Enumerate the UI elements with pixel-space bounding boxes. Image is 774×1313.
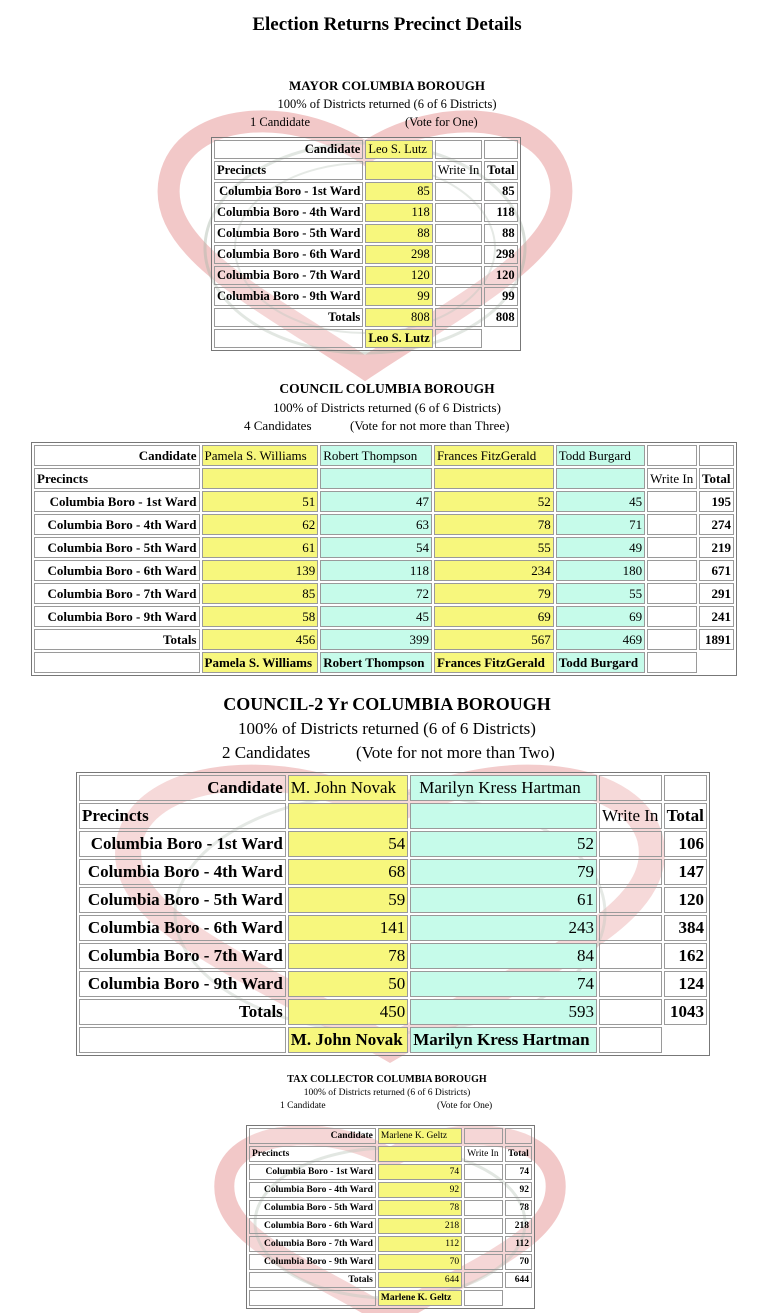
vote-count: 78 xyxy=(434,514,554,535)
vote-count: 85 xyxy=(365,182,432,201)
vote-count: 218 xyxy=(378,1218,462,1234)
vote-count: 50 xyxy=(288,971,408,997)
table-row xyxy=(34,491,734,512)
results-table xyxy=(246,1125,535,1309)
totals-row xyxy=(249,1272,532,1288)
candidate-name: Frances FitzGerald xyxy=(434,445,554,466)
contest-council-2yr xyxy=(0,694,774,767)
vote-count: 85 xyxy=(202,583,319,604)
total-header: Total xyxy=(664,803,707,829)
precinct-name: Columbia Boro - 6th Ward xyxy=(34,560,200,581)
row-total: 70 xyxy=(505,1254,532,1270)
candidate-total: 593 xyxy=(410,999,597,1025)
totals-row xyxy=(79,999,707,1025)
table-row xyxy=(214,287,518,306)
vote-count: 52 xyxy=(434,491,554,512)
vote-count: 54 xyxy=(288,831,408,857)
vote-count: 62 xyxy=(202,514,319,535)
vote-count: 68 xyxy=(288,859,408,885)
vote-count: 58 xyxy=(202,606,319,627)
vote-count: 51 xyxy=(202,491,319,512)
candidate-footer-name: Frances FitzGerald xyxy=(434,652,554,673)
write-in-header: Write In xyxy=(464,1146,503,1162)
precinct-name: Columbia Boro - 9th Ward xyxy=(34,606,200,627)
vote-count: 84 xyxy=(410,943,597,969)
table-row xyxy=(249,1218,532,1234)
table-row xyxy=(249,1254,532,1270)
table-row xyxy=(214,182,518,201)
candidate-count: 4 Candidates xyxy=(244,418,312,433)
vote-count: 69 xyxy=(434,606,554,627)
table-row xyxy=(79,887,707,913)
candidate-name: Pamela S. Williams xyxy=(202,445,319,466)
precinct-name: Columbia Boro - 6th Ward xyxy=(214,245,363,264)
candidate-footer-name: Todd Burgard xyxy=(556,652,645,673)
table-row xyxy=(249,1164,532,1180)
contest-tax-collector xyxy=(0,1074,774,1115)
precinct-name: Columbia Boro - 7th Ward xyxy=(214,266,363,285)
precinct-name: Columbia Boro - 1st Ward xyxy=(79,831,286,857)
precinct-name: Columbia Boro - 7th Ward xyxy=(79,943,286,969)
table-row xyxy=(249,1200,532,1216)
total-header: Total xyxy=(699,468,734,489)
table-row xyxy=(249,1182,532,1198)
vote-count: 79 xyxy=(410,859,597,885)
candidate-total: 399 xyxy=(320,629,432,650)
page-title: Election Returns Precinct Details xyxy=(252,14,522,35)
contest-title: TAX COLLECTOR COLUMBIA BOROUGH xyxy=(287,1074,487,1085)
table-row xyxy=(214,224,518,243)
vote-count: 54 xyxy=(320,537,432,558)
precincts-header: Precincts xyxy=(214,161,363,180)
precinct-name: Columbia Boro - 5th Ward xyxy=(34,537,200,558)
contest-title: MAYOR COLUMBIA BOROUGH xyxy=(289,78,485,93)
grand-total: 1043 xyxy=(664,999,707,1025)
row-total: 112 xyxy=(505,1236,532,1252)
row-total: 218 xyxy=(505,1218,532,1234)
totals-label: Totals xyxy=(79,999,286,1025)
vote-count: 70 xyxy=(378,1254,462,1270)
row-total: 291 xyxy=(699,583,734,604)
table-row xyxy=(214,266,518,285)
candidate-footer-name: Marlene K. Geltz xyxy=(378,1290,462,1306)
vote-count: 55 xyxy=(556,583,645,604)
precinct-name: Columbia Boro - 5th Ward xyxy=(249,1200,376,1216)
vote-for: (Vote for not more than Three) xyxy=(350,418,510,433)
candidate-header: Candidate xyxy=(214,140,363,159)
candidate-name: M. John Novak xyxy=(288,775,408,801)
candidate-count: 2 Candidates xyxy=(222,743,311,762)
precinct-name: Columbia Boro - 5th Ward xyxy=(214,224,363,243)
vote-count: 52 xyxy=(410,831,597,857)
districts-returned: 100% of Districts returned (6 of 6 Districts) xyxy=(303,1088,471,1098)
contest-title: COUNCIL-2 Yr COLUMBIA BOROUGH xyxy=(223,694,551,714)
precinct-name: Columbia Boro - 4th Ward xyxy=(79,859,286,885)
candidate-total: 644 xyxy=(378,1272,462,1288)
vote-count: 47 xyxy=(320,491,432,512)
table-row xyxy=(214,245,518,264)
totals-label: Totals xyxy=(249,1272,376,1288)
candidate-footer-name: Marilyn Kress Hartman xyxy=(410,1027,597,1053)
contest-title: COUNCIL COLUMBIA BOROUGH xyxy=(279,381,495,396)
precinct-name: Columbia Boro - 1st Ward xyxy=(214,182,363,201)
precinct-name: Columbia Boro - 9th Ward xyxy=(79,971,286,997)
grand-total: 1891 xyxy=(699,629,734,650)
row-total: 274 xyxy=(699,514,734,535)
table-row xyxy=(34,583,734,604)
row-total: 384 xyxy=(664,915,707,941)
precinct-name: Columbia Boro - 9th Ward xyxy=(214,287,363,306)
table-row xyxy=(79,831,707,857)
vote-count: 74 xyxy=(378,1164,462,1180)
vote-count: 92 xyxy=(378,1182,462,1198)
precinct-name: Columbia Boro - 7th Ward xyxy=(249,1236,376,1252)
precinct-name: Columbia Boro - 7th Ward xyxy=(34,583,200,604)
vote-count: 118 xyxy=(320,560,432,581)
districts-returned: 100% of Districts returned (6 of 6 Districts) xyxy=(277,97,497,111)
row-total: 124 xyxy=(664,971,707,997)
candidate-footer-name: Leo S. Lutz xyxy=(365,329,432,348)
vote-for: (Vote for not more than Two) xyxy=(356,743,555,762)
row-total: 118 xyxy=(484,203,517,222)
vote-count: 112 xyxy=(378,1236,462,1252)
candidate-footer-name: Robert Thompson xyxy=(320,652,432,673)
table-row xyxy=(79,943,707,969)
row-total: 147 xyxy=(664,859,707,885)
vote-count: 69 xyxy=(556,606,645,627)
table-row xyxy=(79,859,707,885)
table-row xyxy=(79,971,707,997)
precinct-name: Columbia Boro - 6th Ward xyxy=(79,915,286,941)
candidate-name: Leo S. Lutz xyxy=(365,140,432,159)
vote-count: 234 xyxy=(434,560,554,581)
districts-returned: 100% of Districts returned (6 of 6 Districts) xyxy=(273,400,501,415)
contest-council xyxy=(0,381,774,436)
districts-returned: 100% of Districts returned (6 of 6 Districts) xyxy=(238,719,536,738)
candidate-name: Robert Thompson xyxy=(320,445,432,466)
precincts-header: Precincts xyxy=(34,468,200,489)
row-total: 120 xyxy=(664,887,707,913)
candidate-name: Marilyn Kress Hartman xyxy=(410,775,597,801)
vote-count: 298 xyxy=(365,245,432,264)
vote-count: 63 xyxy=(320,514,432,535)
vote-count: 99 xyxy=(365,287,432,306)
totals-row xyxy=(214,308,518,327)
vote-count: 61 xyxy=(202,537,319,558)
candidate-name: Todd Burgard xyxy=(556,445,645,466)
totals-row xyxy=(34,629,734,650)
table-row xyxy=(214,203,518,222)
write-in-header: Write In xyxy=(599,803,662,829)
vote-count: 88 xyxy=(365,224,432,243)
totals-label: Totals xyxy=(214,308,363,327)
candidate-total: 450 xyxy=(288,999,408,1025)
table-row xyxy=(249,1236,532,1252)
write-in-header: Write In xyxy=(435,161,483,180)
precinct-name: Columbia Boro - 5th Ward xyxy=(79,887,286,913)
precinct-name: Columbia Boro - 4th Ward xyxy=(214,203,363,222)
candidate-header: Candidate xyxy=(249,1128,376,1144)
totals-label: Totals xyxy=(34,629,200,650)
results-table xyxy=(76,772,710,1056)
row-total: 99 xyxy=(484,287,517,306)
precinct-name: Columbia Boro - 1st Ward xyxy=(34,491,200,512)
write-in-header: Write In xyxy=(647,468,697,489)
row-total: 219 xyxy=(699,537,734,558)
candidate-header: Candidate xyxy=(79,775,286,801)
vote-count: 118 xyxy=(365,203,432,222)
vote-for: (Vote for One) xyxy=(405,115,478,129)
table-row xyxy=(34,560,734,581)
vote-count: 243 xyxy=(410,915,597,941)
vote-count: 49 xyxy=(556,537,645,558)
contest-mayor xyxy=(0,78,774,133)
total-header: Total xyxy=(505,1146,532,1162)
row-total: 241 xyxy=(699,606,734,627)
row-total: 298 xyxy=(484,245,517,264)
vote-count: 141 xyxy=(288,915,408,941)
vote-count: 45 xyxy=(556,491,645,512)
row-total: 88 xyxy=(484,224,517,243)
vote-count: 180 xyxy=(556,560,645,581)
candidate-header: Candidate xyxy=(34,445,200,466)
precinct-name: Columbia Boro - 4th Ward xyxy=(249,1182,376,1198)
grand-total: 644 xyxy=(505,1272,532,1288)
vote-count: 139 xyxy=(202,560,319,581)
table-row xyxy=(79,915,707,941)
precincts-header: Precincts xyxy=(249,1146,376,1162)
vote-count: 61 xyxy=(410,887,597,913)
vote-count: 78 xyxy=(288,943,408,969)
vote-count: 59 xyxy=(288,887,408,913)
precinct-name: Columbia Boro - 4th Ward xyxy=(34,514,200,535)
vote-count: 55 xyxy=(434,537,554,558)
table-row xyxy=(34,514,734,535)
row-total: 162 xyxy=(664,943,707,969)
grand-total: 808 xyxy=(484,308,517,327)
table-row xyxy=(34,537,734,558)
row-total: 74 xyxy=(505,1164,532,1180)
precinct-name: Columbia Boro - 6th Ward xyxy=(249,1218,376,1234)
precincts-header: Precincts xyxy=(79,803,286,829)
vote-count: 120 xyxy=(365,266,432,285)
row-total: 106 xyxy=(664,831,707,857)
vote-count: 74 xyxy=(410,971,597,997)
candidate-total: 456 xyxy=(202,629,319,650)
row-total: 671 xyxy=(699,560,734,581)
row-total: 92 xyxy=(505,1182,532,1198)
vote-count: 78 xyxy=(378,1200,462,1216)
candidate-footer-name: M. John Novak xyxy=(288,1027,408,1053)
candidate-total: 808 xyxy=(365,308,432,327)
precinct-name: Columbia Boro - 1st Ward xyxy=(249,1164,376,1180)
candidate-total: 469 xyxy=(556,629,645,650)
row-total: 195 xyxy=(699,491,734,512)
row-total: 85 xyxy=(484,182,517,201)
vote-count: 45 xyxy=(320,606,432,627)
candidate-count: 1 Candidate xyxy=(280,1101,326,1111)
vote-count: 79 xyxy=(434,583,554,604)
vote-for: (Vote for One) xyxy=(437,1101,493,1111)
total-header: Total xyxy=(484,161,517,180)
table-row xyxy=(34,606,734,627)
vote-count: 71 xyxy=(556,514,645,535)
row-total: 78 xyxy=(505,1200,532,1216)
results-table xyxy=(211,137,521,351)
candidate-name: Marlene K. Geltz xyxy=(378,1128,462,1144)
row-total: 120 xyxy=(484,266,517,285)
precinct-name: Columbia Boro - 9th Ward xyxy=(249,1254,376,1270)
candidate-total: 567 xyxy=(434,629,554,650)
candidate-count: 1 Candidate xyxy=(250,115,311,129)
vote-count: 72 xyxy=(320,583,432,604)
results-table xyxy=(31,442,737,676)
candidate-footer-name: Pamela S. Williams xyxy=(202,652,319,673)
